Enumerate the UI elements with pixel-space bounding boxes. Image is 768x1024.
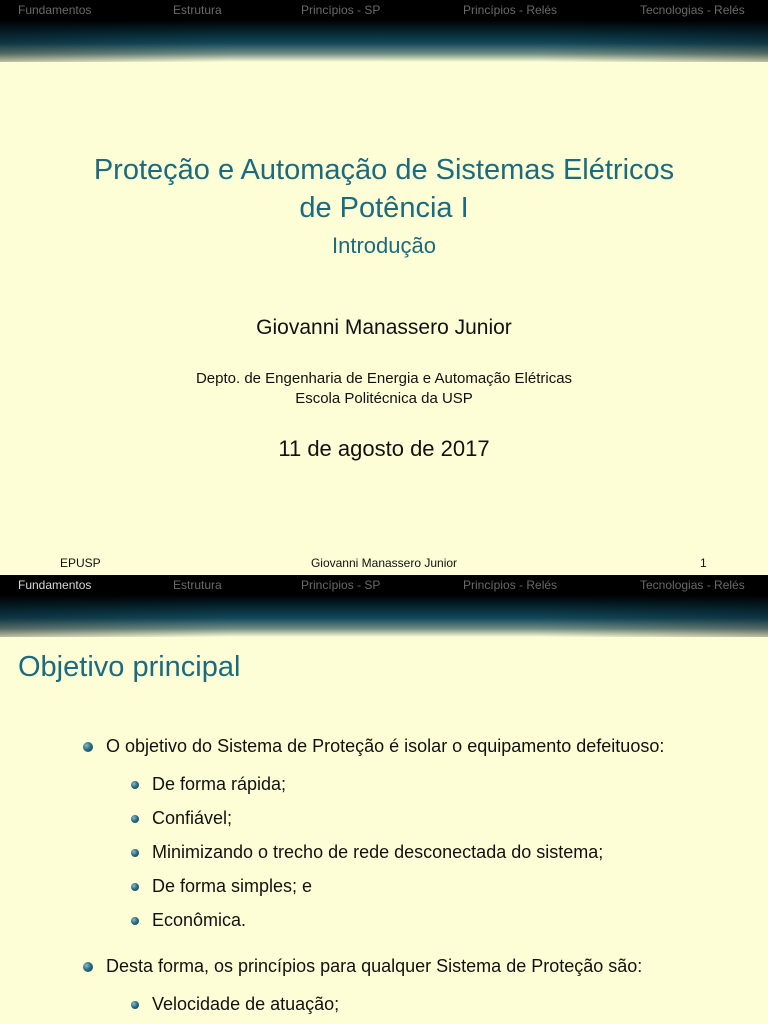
nav-item-estrutura[interactable]: Estrutura [173, 578, 222, 592]
footer-author: Giovanni Manassero Junior [310, 556, 458, 570]
sub-list-item: De forma rápida; [152, 774, 287, 794]
footer-institution: EPUSP [60, 556, 101, 570]
presentation-title-line2: de Potência I [299, 192, 469, 224]
nav-item-estrutura[interactable]: Estrutura [173, 3, 222, 17]
presentation-date: 11 de agosto de 2017 [278, 436, 490, 461]
bullet-icon [83, 962, 93, 972]
nav-item-fundamentos[interactable]: Fundamentos [18, 578, 92, 592]
nav-item-principios-reles[interactable]: Princípios - Relés [463, 3, 558, 17]
author-name: Giovanni Manassero Junior [256, 316, 512, 339]
header-band-shade [0, 595, 768, 637]
presentation-title-line1: Proteção e Automação de Sistemas Elétricos [93, 154, 675, 186]
nav-item-principios-sp[interactable]: Princípios - SP [301, 578, 381, 592]
nav-item-fundamentos[interactable]: Fundamentos [18, 3, 92, 17]
sub-list-item: Confiável; [152, 808, 233, 828]
institute-line2: Escola Politécnica da USP [295, 390, 473, 407]
presentation-subtitle: Introdução [332, 233, 436, 258]
list-item: O objetivo do Sistema de Proteção é isolar o equipamento defeituoso: [106, 736, 665, 756]
nav-item-tecnologias-reles[interactable]: Tecnologias - Relés [640, 578, 745, 592]
sub-list-item: Minimizando o trecho de rede desconectada do sistema; [152, 842, 604, 862]
sub-bullet-icon [131, 883, 139, 891]
nav-item-tecnologias-reles[interactable]: Tecnologias - Relés [640, 3, 745, 17]
bullet-icon [83, 742, 93, 752]
frame-title: Objetivo principal [18, 651, 241, 683]
objective-slide [0, 575, 768, 1024]
nav-item-principios-reles[interactable]: Princípios - Relés [463, 578, 558, 592]
sub-bullet-icon [131, 917, 139, 925]
sub-list-item: De forma simples; e [152, 876, 313, 896]
institute-line1: Depto. de Engenharia de Energia e Automação Elétricas [195, 370, 573, 387]
nav-item-principios-sp[interactable]: Princípios - SP [301, 3, 381, 17]
list-item: Desta forma, os princípios para qualquer Sistema de Proteção são: [106, 956, 643, 976]
sub-bullet-icon [131, 1001, 139, 1009]
sub-bullet-icon [131, 781, 139, 789]
sub-list-item: Econômica. [152, 910, 247, 930]
sub-bullet-icon [131, 849, 139, 857]
footer-page-number: 1 [700, 556, 707, 570]
navigation-bar [0, 0, 768, 20]
sub-bullet-icon [131, 815, 139, 823]
sub-list-item: Velocidade de atuação; [152, 994, 340, 1014]
navigation-bar [0, 575, 768, 595]
header-band-shade [0, 20, 768, 62]
